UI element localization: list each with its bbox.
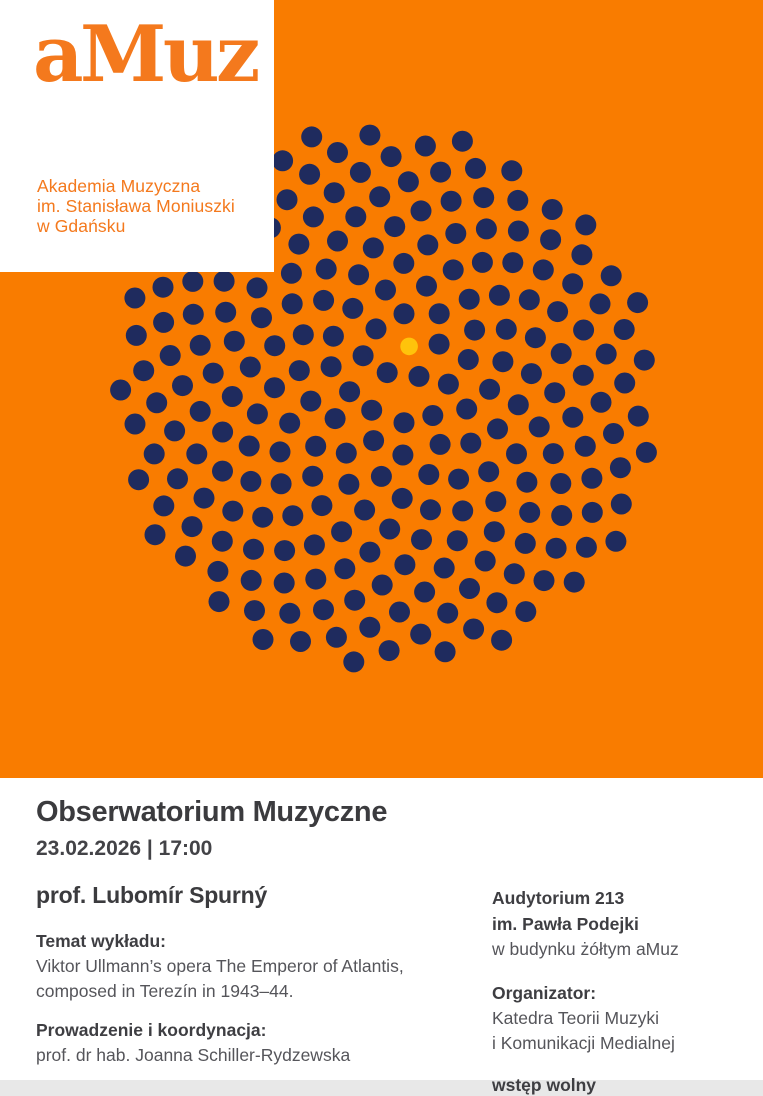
spiral-dot xyxy=(575,436,596,457)
spiral-dot xyxy=(575,214,596,235)
spiral-dot xyxy=(571,244,592,265)
spiral-dot xyxy=(392,445,413,466)
spiral-dot xyxy=(289,360,310,381)
spiral-dot xyxy=(110,380,131,401)
spiral-dot xyxy=(489,285,510,306)
spiral-dot xyxy=(534,570,555,591)
spiral-dot xyxy=(628,406,649,427)
spiral-dot xyxy=(479,379,500,400)
spiral-dot xyxy=(182,271,203,292)
spiral-dot xyxy=(299,164,320,185)
spiral-dot xyxy=(472,252,493,273)
spiral-dot xyxy=(458,349,479,370)
organizer-label: Organizator: xyxy=(492,983,597,1003)
spiral-dot xyxy=(601,265,622,286)
spiral-dot xyxy=(491,630,512,651)
spiral-dot xyxy=(327,142,348,163)
spiral-dot xyxy=(576,537,597,558)
spiral-dot xyxy=(345,206,366,227)
spiral-dot xyxy=(581,468,602,489)
spiral-dot xyxy=(582,502,603,523)
spiral-dot xyxy=(305,569,326,590)
spiral-dot xyxy=(212,461,233,482)
spiral-dot xyxy=(542,199,563,220)
spiral-dot xyxy=(590,293,611,314)
spiral-dot xyxy=(182,516,203,537)
spiral-dot xyxy=(264,335,285,356)
spiral-dot xyxy=(515,533,536,554)
spiral-dot xyxy=(371,466,392,487)
spiral-dot xyxy=(605,531,626,552)
spiral-dot xyxy=(222,386,243,407)
spiral-dot xyxy=(160,345,181,366)
spiral-dot xyxy=(430,434,451,455)
spiral-dot xyxy=(603,423,624,444)
spiral-dot xyxy=(546,538,567,559)
spiral-dot xyxy=(279,413,300,434)
spiral-dot xyxy=(282,505,303,526)
spiral-dot xyxy=(521,363,542,384)
spiral-dot xyxy=(516,472,537,493)
spiral-dot xyxy=(447,530,468,551)
spiral-dot xyxy=(422,405,443,426)
spiral-dot xyxy=(519,289,540,310)
spiral-dot xyxy=(183,304,204,325)
spiral-dot xyxy=(334,558,355,579)
coordination-name: prof. dr hab. Joanna Schiller-Rydzewska xyxy=(36,1045,351,1065)
spiral-dot xyxy=(415,136,436,157)
spiral-dot xyxy=(209,591,230,612)
organizer-line: i Komunikacji Medialnej xyxy=(492,1033,675,1053)
spiral-dot xyxy=(544,382,565,403)
spiral-dot xyxy=(348,264,369,285)
spiral-dot xyxy=(190,401,211,422)
spiral-dot xyxy=(303,206,324,227)
spiral-dot xyxy=(485,491,506,512)
event-title: Obserwatorium Muzyczne xyxy=(36,796,388,828)
spiral-dot xyxy=(573,320,594,341)
spiral-dot xyxy=(496,319,517,340)
spiral-dot xyxy=(369,186,390,207)
spiral-dot xyxy=(153,277,174,298)
spiral-dot xyxy=(274,540,295,561)
spiral-dot xyxy=(290,631,311,652)
spiral-dot xyxy=(145,524,166,545)
spiral-dot xyxy=(321,356,342,377)
spiral-dot xyxy=(551,505,572,526)
spiral-dot xyxy=(377,362,398,383)
spiral-dot xyxy=(384,216,405,237)
spiral-dot xyxy=(508,394,529,415)
spiral-dot xyxy=(323,326,344,347)
spiral-dot xyxy=(215,302,236,323)
spiral-dot xyxy=(274,573,295,594)
spiral-dot xyxy=(420,499,441,520)
admission-note: wstęp wolny xyxy=(492,1075,597,1095)
spiral-dot xyxy=(443,259,464,280)
spiral-dot xyxy=(224,331,245,352)
spiral-dot xyxy=(414,582,435,603)
spiral-dot xyxy=(435,641,456,662)
spiral-dot xyxy=(519,502,540,523)
venue-column xyxy=(492,885,742,1096)
org-name xyxy=(37,176,235,236)
spiral-dot xyxy=(288,234,309,255)
spiral-dot xyxy=(359,617,380,638)
spiral-dot xyxy=(251,307,272,328)
spiral-dot xyxy=(353,345,374,366)
spiral-dot xyxy=(411,529,432,550)
spiral-dot xyxy=(186,443,207,464)
spiral-dot xyxy=(214,271,235,292)
spiral-dot xyxy=(343,651,364,672)
topic-label: Temat wykładu: xyxy=(36,931,166,951)
spiral-dot xyxy=(429,334,450,355)
spiral-dot xyxy=(409,366,430,387)
spiral-dot xyxy=(591,392,612,413)
spiral-dot xyxy=(410,624,431,645)
spiral-dot xyxy=(473,187,494,208)
spiral-dot xyxy=(336,443,357,464)
spiral-dot xyxy=(596,344,617,365)
spiral-dot xyxy=(363,430,384,451)
spiral-dot xyxy=(533,259,554,280)
spiral-dot xyxy=(241,570,262,591)
org-name-line: w Gdańsku xyxy=(37,216,126,236)
spiral-dot xyxy=(478,461,499,482)
spiral-dot xyxy=(313,599,334,620)
spiral-dot xyxy=(525,327,546,348)
spiral-dot xyxy=(361,400,382,421)
topic-line: Viktor Ullmann’s opera The Emperor of Atlantis, xyxy=(36,956,404,976)
spiral-dot xyxy=(342,298,363,319)
spiral-dot xyxy=(452,131,473,152)
spiral-dot xyxy=(634,350,655,371)
spiral-dot xyxy=(125,414,146,435)
spiral-dot xyxy=(501,160,522,181)
spiral-dot xyxy=(252,507,273,528)
spiral-dot xyxy=(305,436,326,457)
spiral-dot xyxy=(456,399,477,420)
spiral-dot xyxy=(452,500,473,521)
spiral-dot xyxy=(610,457,631,478)
spiral-dot xyxy=(486,592,507,613)
spiral-dot xyxy=(146,392,167,413)
spiral-dot xyxy=(240,357,261,378)
spiral-dot xyxy=(153,312,174,333)
spiral-dot xyxy=(172,375,193,396)
spiral-dot xyxy=(393,253,414,274)
speaker-name: prof. Lubomír Spurný xyxy=(36,882,268,908)
spiral-dot xyxy=(363,237,384,258)
spiral-dot xyxy=(502,252,523,273)
spiral-dot xyxy=(302,466,323,487)
spiral-dot xyxy=(339,381,360,402)
spiral-dot xyxy=(445,223,466,244)
spiral-dot xyxy=(437,603,458,624)
spiral-dot xyxy=(394,412,415,433)
spiral-dot xyxy=(350,162,371,183)
spiral-dot xyxy=(411,200,432,221)
spiral-dot xyxy=(508,221,529,242)
spiral-dot xyxy=(463,619,484,640)
spiral-dot xyxy=(203,363,224,384)
spiral-dot xyxy=(448,469,469,490)
topic-line: composed in Terezín in 1943–44. xyxy=(36,981,294,1001)
spiral-dot xyxy=(506,443,527,464)
spiral-dot xyxy=(507,190,528,211)
spiral-dot xyxy=(611,494,632,515)
spiral-dot xyxy=(562,407,583,428)
spiral-dot xyxy=(430,162,451,183)
spiral-dot xyxy=(243,539,264,560)
spiral-dot xyxy=(476,218,497,239)
venue-room: Audytorium 213 xyxy=(492,888,625,908)
spiral-dot xyxy=(460,433,481,454)
spiral-dot xyxy=(300,391,321,412)
spiral-dot xyxy=(504,563,525,584)
spiral-dot xyxy=(614,319,635,340)
spiral-dot xyxy=(515,601,536,622)
spiral-dot xyxy=(354,500,375,521)
spiral-dot xyxy=(529,416,550,437)
spiral-dot xyxy=(379,640,400,661)
spiral-dot xyxy=(282,293,303,314)
spiral-dot xyxy=(416,276,437,297)
spiral-dot xyxy=(222,501,243,522)
spiral-dot xyxy=(389,602,410,623)
spiral-dot xyxy=(153,495,174,516)
spiral-dot xyxy=(550,473,571,494)
spiral-dot xyxy=(301,126,322,147)
spiral-dot xyxy=(464,320,485,341)
spiral-dot xyxy=(253,629,274,650)
spiral-dot xyxy=(247,277,268,298)
org-name-line: im. Stanisława Moniuszki xyxy=(37,196,235,216)
spiral-dot xyxy=(126,325,147,346)
spiral-dot xyxy=(167,468,188,489)
spiral-dot xyxy=(316,259,337,280)
spiral-dot xyxy=(627,292,648,313)
amuz-logo: aMuz xyxy=(33,9,257,100)
spiral-dot xyxy=(372,575,393,596)
spiral-dot xyxy=(212,422,233,443)
info-section xyxy=(0,778,763,1095)
coordination-label: Prowadzenie i koordynacja: xyxy=(36,1020,267,1040)
spiral-dot xyxy=(434,558,455,579)
spiral-dot xyxy=(325,408,346,429)
spiral-dot xyxy=(244,600,265,621)
spiral-dot xyxy=(311,495,332,516)
spiral-dot xyxy=(277,189,298,210)
spiral-dot xyxy=(264,377,285,398)
spiral-dot xyxy=(207,561,228,582)
spiral-dot xyxy=(359,542,380,563)
spiral-dot xyxy=(239,436,260,457)
spiral-dot xyxy=(240,471,261,492)
spiral-dot xyxy=(293,324,314,345)
org-name-line: Akademia Muzyczna xyxy=(37,176,201,196)
spiral-dot xyxy=(304,534,325,555)
spiral-dot xyxy=(331,521,352,542)
spiral-dot xyxy=(175,546,196,567)
spiral-dot xyxy=(381,146,402,167)
spiral-dot xyxy=(492,351,513,372)
spiral-dot xyxy=(459,578,480,599)
spiral-dot xyxy=(271,473,292,494)
spiral-dot xyxy=(429,303,450,324)
spiral-dot xyxy=(281,263,302,284)
spiral-dot xyxy=(547,301,568,322)
spiral-dot xyxy=(279,603,300,624)
spiral-dot xyxy=(326,627,347,648)
spiral-dot xyxy=(366,318,387,339)
spiral-dot xyxy=(417,234,438,255)
spiral-dot xyxy=(573,365,594,386)
spiral-dot xyxy=(144,443,165,464)
spiral-dot xyxy=(164,420,185,441)
spiral-dot xyxy=(128,469,149,490)
venue-patron: im. Pawła Podejki xyxy=(492,914,639,934)
spiral-dot xyxy=(564,572,585,593)
venue-building: w budynku żółtym aMuz xyxy=(492,939,679,959)
spiral-dot xyxy=(551,343,572,364)
spiral-dot xyxy=(394,303,415,324)
spiral-dot xyxy=(392,488,413,509)
spiral-dot xyxy=(313,290,334,311)
spiral-dot xyxy=(344,590,365,611)
event-datetime: 23.02.2026 | 17:00 xyxy=(36,837,213,860)
spiral-dot xyxy=(540,229,561,250)
spiral-dot xyxy=(562,273,583,294)
spiral-dot xyxy=(441,191,462,212)
spiral-dot xyxy=(327,231,348,252)
organizer-line: Katedra Teorii Muzyki xyxy=(492,1008,659,1028)
spiral-dot xyxy=(133,360,154,381)
spiral-dot xyxy=(272,150,293,171)
spiral-dot xyxy=(475,551,496,572)
logo-box xyxy=(0,0,274,272)
spiral-dot xyxy=(270,441,291,462)
spiral-dot xyxy=(614,373,635,394)
spiral-dot xyxy=(459,289,480,310)
spiral-dot xyxy=(359,125,380,146)
spiral-dot xyxy=(212,531,233,552)
spiral-dot xyxy=(375,280,396,301)
spiral-dot xyxy=(418,464,439,485)
spiral-dot xyxy=(438,374,459,395)
spiral-dot xyxy=(338,474,359,495)
lecture-column xyxy=(36,882,466,1068)
spiral-dot xyxy=(398,171,419,192)
spiral-dot xyxy=(465,158,486,179)
spiral-dot xyxy=(124,288,145,309)
spiral-dot xyxy=(194,488,215,509)
spiral-dot xyxy=(190,335,211,356)
highlight-dot xyxy=(400,338,418,356)
spiral-dot xyxy=(394,554,415,575)
spiral-dot xyxy=(247,403,268,424)
spiral-dot xyxy=(636,442,657,463)
spiral-dot xyxy=(324,182,345,203)
spiral-dot xyxy=(484,521,505,542)
spiral-dot xyxy=(379,519,400,540)
spiral-dot xyxy=(487,418,508,439)
spiral-dot xyxy=(543,443,564,464)
